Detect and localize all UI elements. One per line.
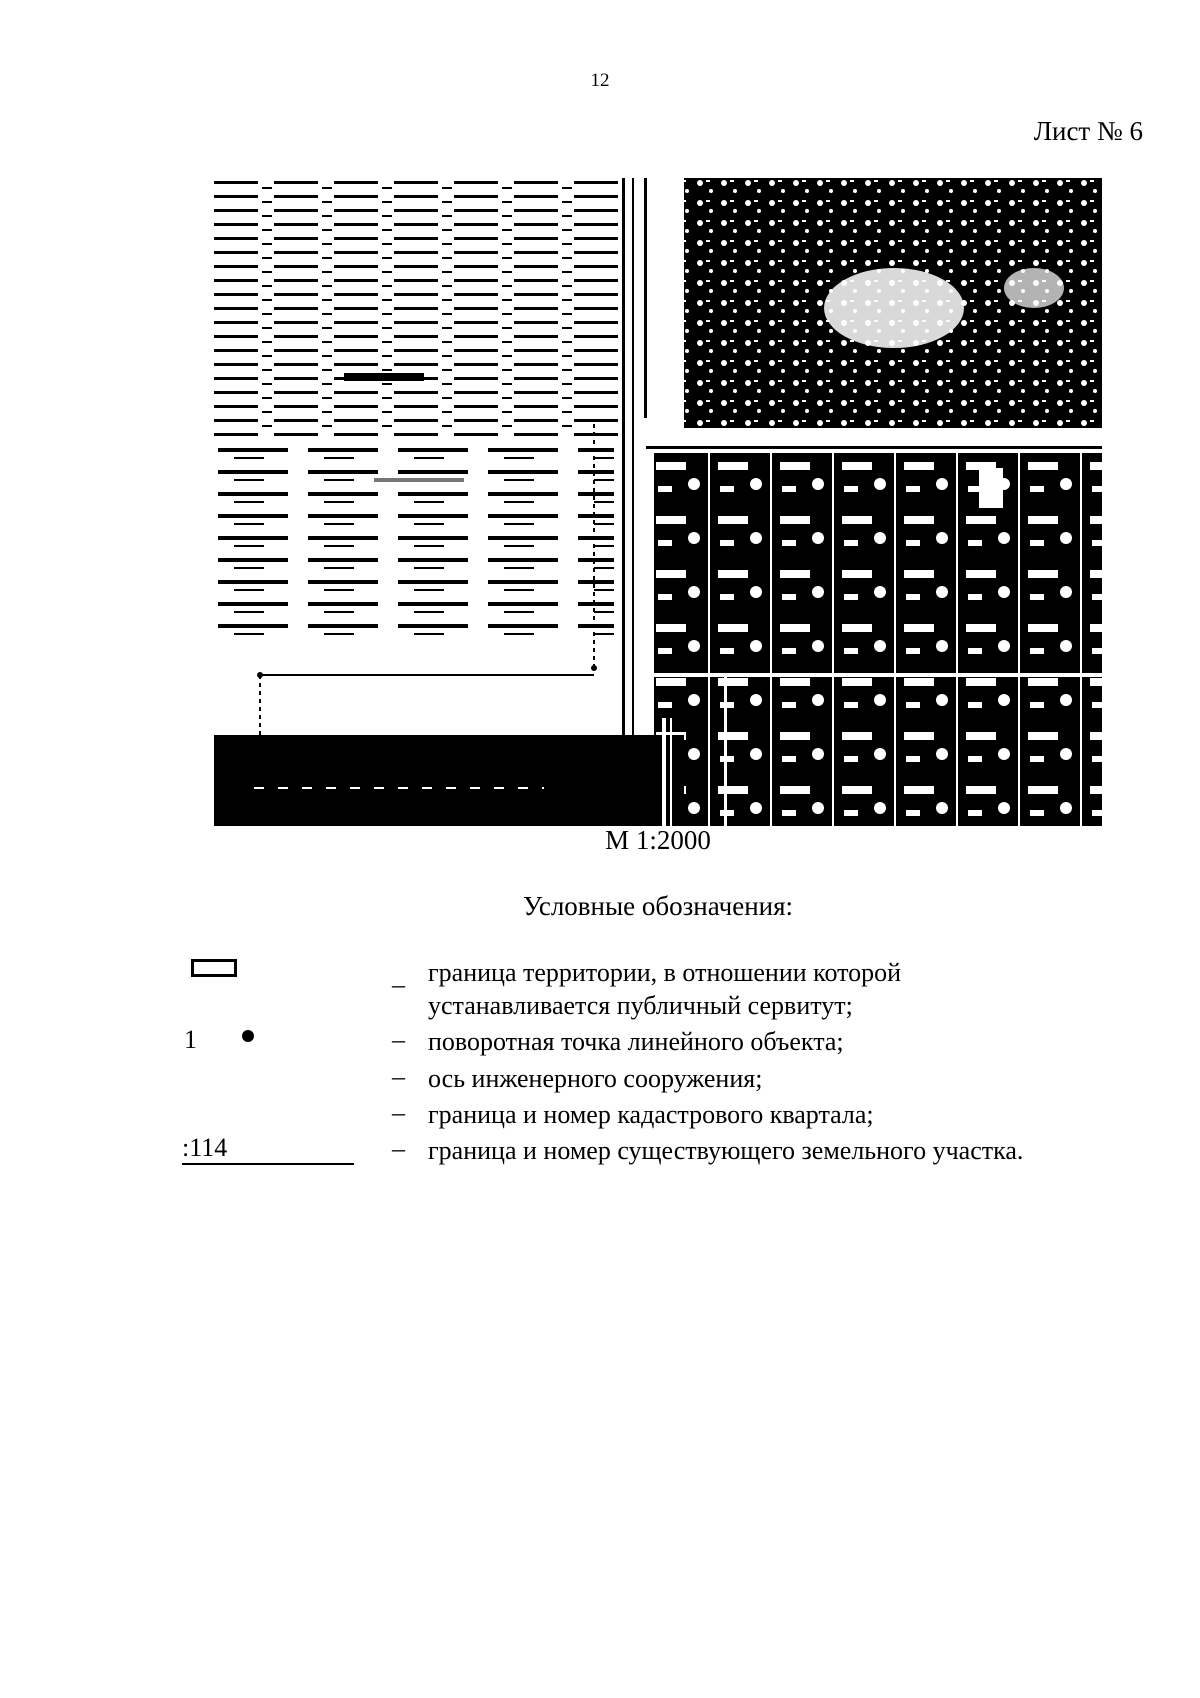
legend-text: поворотная точка линейного объекта;	[428, 1027, 844, 1056]
aerial-map	[214, 178, 1102, 826]
legend-dash: –	[392, 1098, 405, 1127]
legend-dash: –	[392, 1134, 405, 1163]
legend-title: Условные обозначения:	[522, 891, 794, 921]
map-scale: М 1:2000	[605, 825, 711, 855]
sheet-label: Лист № 6	[1033, 116, 1143, 146]
aerial-map-image	[214, 178, 1102, 826]
legend-text: граница и номер существующего земельного участка.	[428, 1136, 1024, 1165]
legend-dash: –	[392, 1025, 405, 1054]
point-number-label: 1	[184, 1025, 197, 1054]
page-number: 12	[590, 70, 610, 91]
legend-text: ось инженерного сооружения;	[428, 1064, 763, 1093]
parcel-number-label: :114	[182, 1133, 354, 1165]
legend-text: устанавливается публичный сервитут;	[428, 991, 853, 1020]
legend-text: граница территории, в отношении которой	[428, 958, 902, 987]
boundary-rectangle-icon	[191, 959, 237, 977]
turning-point-icon	[242, 1030, 254, 1042]
legend-dash: –	[392, 1062, 405, 1091]
legend-dash: –	[392, 970, 405, 999]
legend-text: граница и номер кадастрового квартала;	[428, 1100, 874, 1129]
